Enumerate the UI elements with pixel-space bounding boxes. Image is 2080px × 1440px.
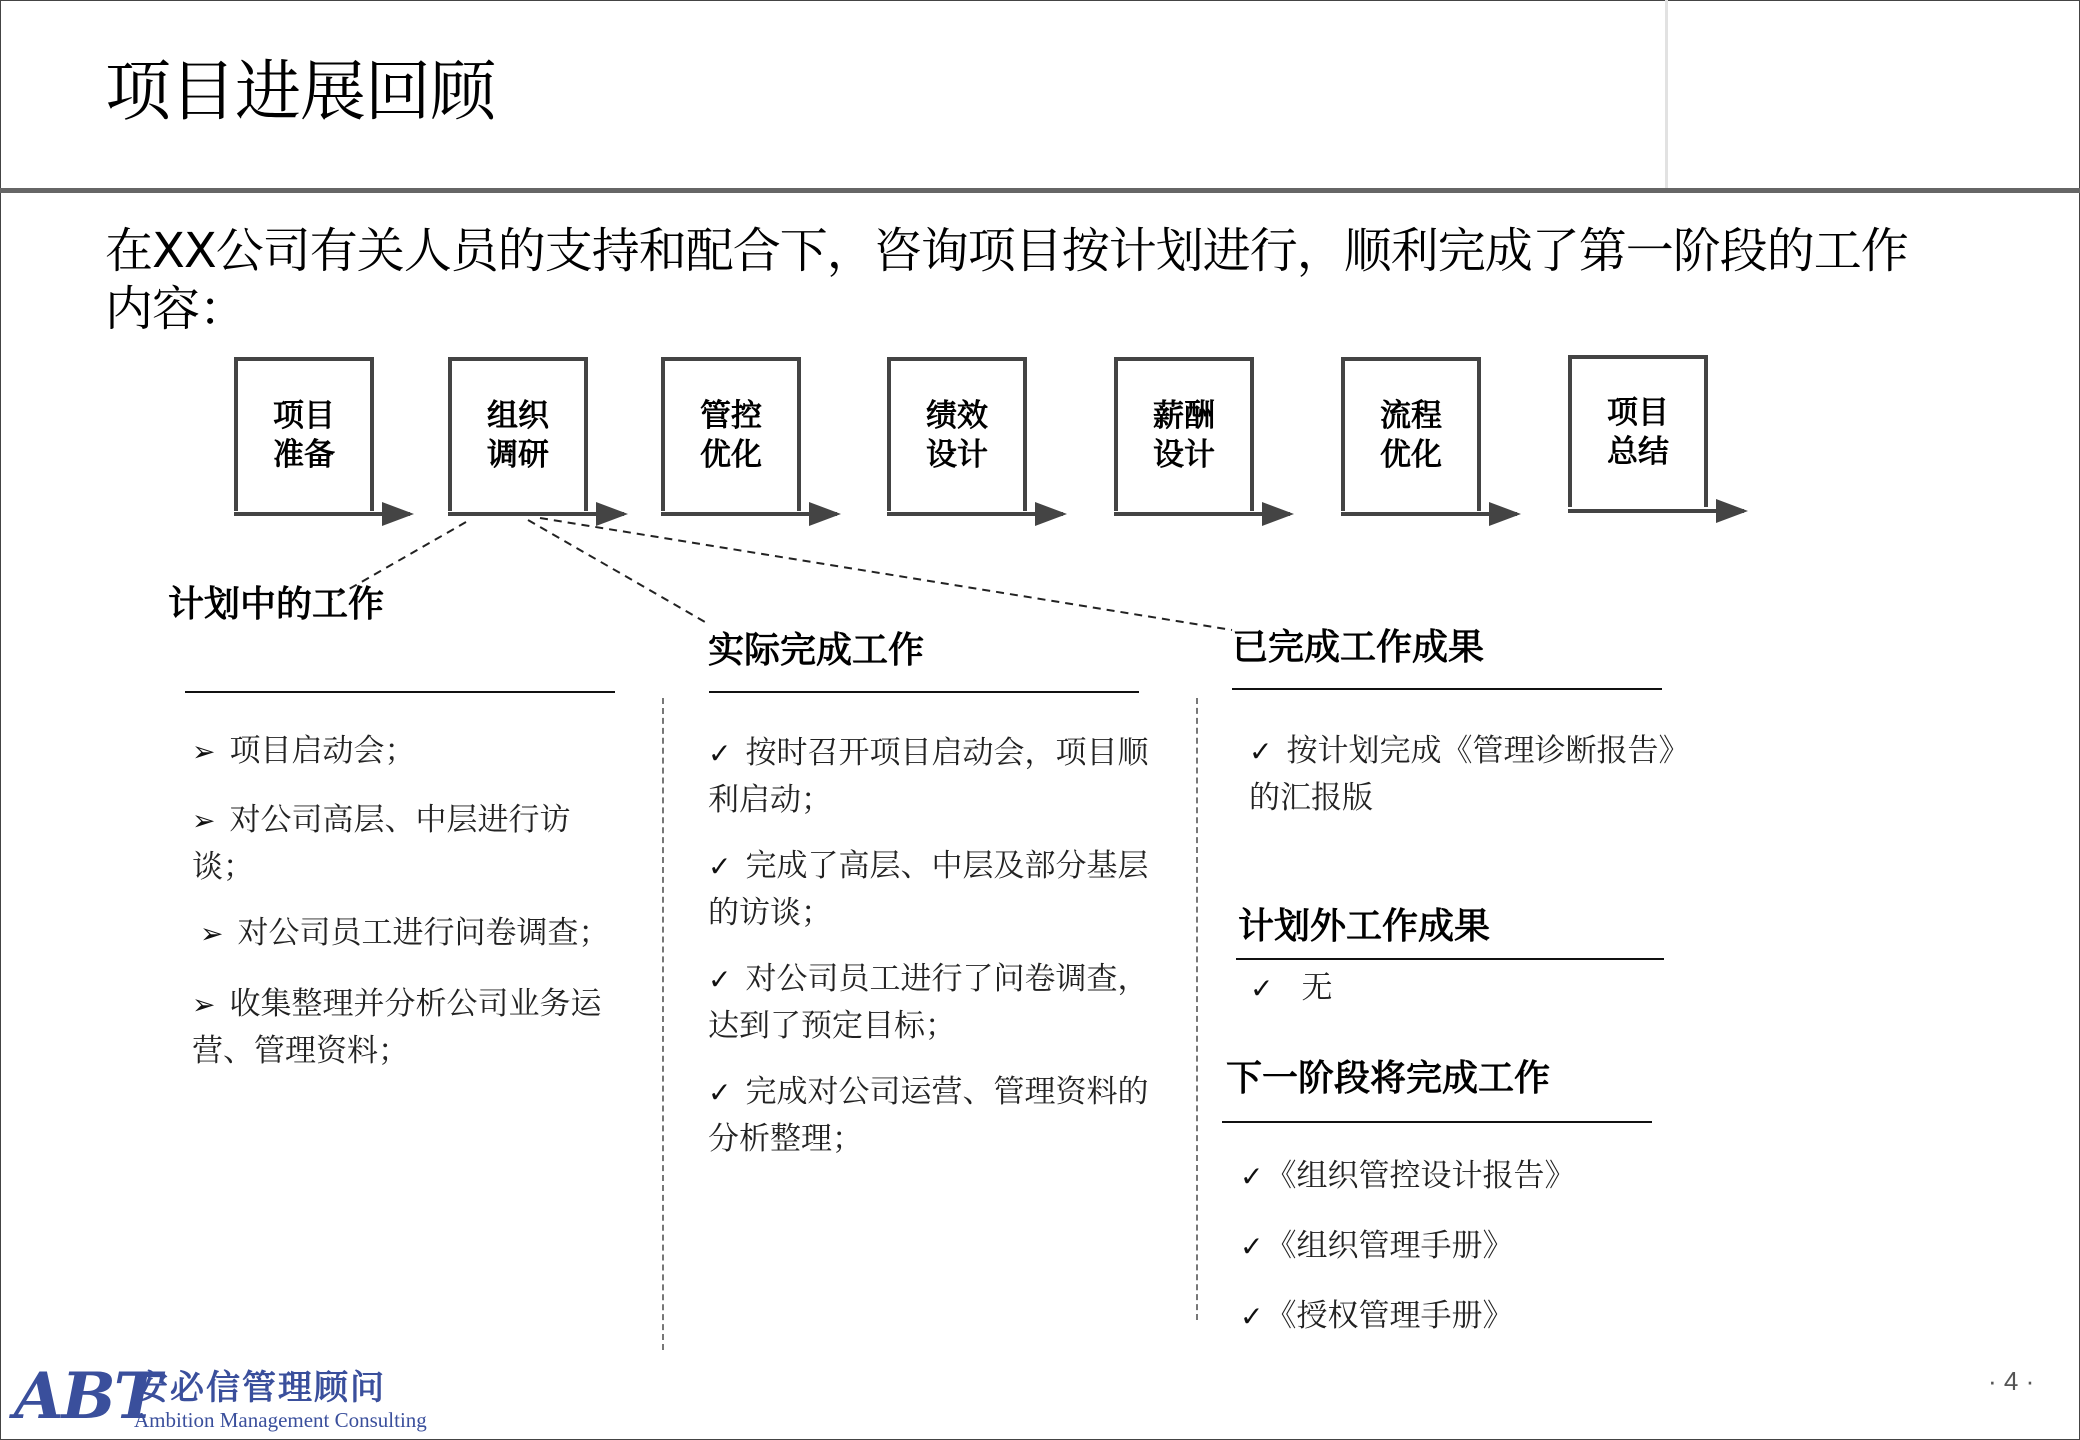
list-item	[708, 730, 1158, 823]
arrow-bullet-icon: ➢	[192, 804, 216, 837]
list-item	[1240, 1293, 1700, 1340]
list-item	[192, 910, 612, 957]
step-label-line1: 管控	[700, 398, 762, 434]
list-item-text: 按时召开项目启动会，项目顺利启动；	[708, 735, 1149, 818]
unplanned-rule	[1236, 958, 1664, 960]
arrow-bullet-icon: ➢	[192, 988, 216, 1021]
list-item-text: 对公司高层、中层进行访谈；	[192, 802, 571, 885]
list-item	[708, 843, 1158, 936]
list-item	[1250, 965, 1650, 1012]
list-item-text: 完成了高层、中层及部分基层的访谈；	[708, 848, 1149, 931]
step-label-line2: 设计	[926, 437, 988, 473]
list-item	[708, 956, 1158, 1049]
list-item	[1240, 1153, 1700, 1200]
list-item	[708, 1069, 1158, 1162]
list-item	[192, 728, 612, 775]
check-icon: ✓	[1240, 1230, 1264, 1263]
check-icon: ✓	[1240, 1160, 1264, 1193]
column-divider-2	[1196, 698, 1198, 1320]
list-item-text: 按计划完成《管理诊断报告》的汇报版	[1249, 733, 1690, 816]
step-label-line1: 薪酬	[1153, 398, 1215, 434]
list-item-text: 无	[1301, 970, 1333, 1006]
list-item	[1240, 1223, 1700, 1270]
page-number: · 4 ·	[1988, 1366, 2035, 1396]
step-label-line1: 项目	[1607, 395, 1669, 431]
step-label-line2: 优化	[700, 437, 762, 473]
step-label-line1: 绩效	[926, 398, 988, 434]
check-icon: ✓	[708, 963, 732, 996]
company-logo-abbr: ABT	[14, 1359, 160, 1434]
arrow-bullet-icon: ➢	[200, 917, 224, 950]
step-label-line2: 准备	[273, 437, 335, 473]
step-label-line2: 总结	[1607, 434, 1669, 470]
check-icon: ✓	[1250, 972, 1274, 1005]
step-label-line1: 项目	[273, 398, 335, 434]
step-label-line2: 调研	[487, 437, 549, 473]
list-item	[192, 797, 612, 890]
unplanned-heading: 计划外工作成果	[1238, 906, 1491, 947]
check-icon: ✓	[1249, 735, 1273, 768]
planned-rule	[185, 691, 615, 693]
company-logo-tagline: Ambition Management Consulting	[134, 1408, 427, 1432]
step-label-line2: 设计	[1153, 437, 1215, 473]
check-icon: ✓	[1240, 1300, 1264, 1333]
list-item-text: 收集整理并分析公司业务运营、管理资料；	[192, 986, 602, 1069]
completed-rule	[1232, 688, 1662, 690]
check-icon: ✓	[708, 737, 732, 770]
list-item-text: 《组织管控设计报告》	[1265, 1158, 1576, 1194]
arrow-bullet-icon: ➢	[192, 735, 216, 768]
list-item-text: 项目启动会；	[229, 733, 416, 769]
planned-list	[192, 728, 612, 1074]
callout-line-results	[540, 518, 1232, 630]
next-rule	[1222, 1121, 1652, 1123]
list-item	[1249, 728, 1709, 821]
intro-text: 在XX公司有关人员的支持和配合下，咨询项目按计划进行，顺利完成了第一阶段的工作内容：	[105, 223, 1908, 337]
column-divider-1	[662, 698, 664, 1350]
list-item-text: 对公司员工进行问卷调查；	[237, 915, 610, 951]
slide-title: 项目进展回顾	[105, 53, 495, 130]
completed-list	[1249, 728, 1709, 821]
actual-list	[708, 730, 1158, 1162]
list-item	[192, 981, 612, 1074]
callout-line-actual	[528, 520, 705, 622]
company-logo-name: 安必信管理顾问	[134, 1368, 386, 1408]
unplanned-list	[1250, 965, 1650, 1012]
step-label-line1: 组织	[487, 398, 549, 434]
completed-heading: 已完成工作成果	[1232, 627, 1485, 668]
actual-heading: 实际完成工作	[708, 630, 925, 671]
list-item-text: 《组织管理手册》	[1265, 1228, 1514, 1264]
step-label-line2: 优化	[1380, 437, 1442, 473]
check-icon: ✓	[708, 1076, 732, 1109]
list-item-text: 《授权管理手册》	[1265, 1298, 1514, 1334]
planned-heading: 计划中的工作	[168, 584, 385, 625]
list-item-text: 完成对公司运营、管理资料的分析整理；	[708, 1074, 1149, 1157]
next-heading: 下一阶段将完成工作	[1226, 1058, 1551, 1099]
list-item-text: 对公司员工进行了问卷调查，达到了预定目标；	[708, 961, 1149, 1044]
actual-rule	[709, 691, 1139, 693]
next-list	[1240, 1153, 1700, 1340]
step-label-line1: 流程	[1380, 398, 1442, 434]
check-icon: ✓	[708, 850, 732, 883]
